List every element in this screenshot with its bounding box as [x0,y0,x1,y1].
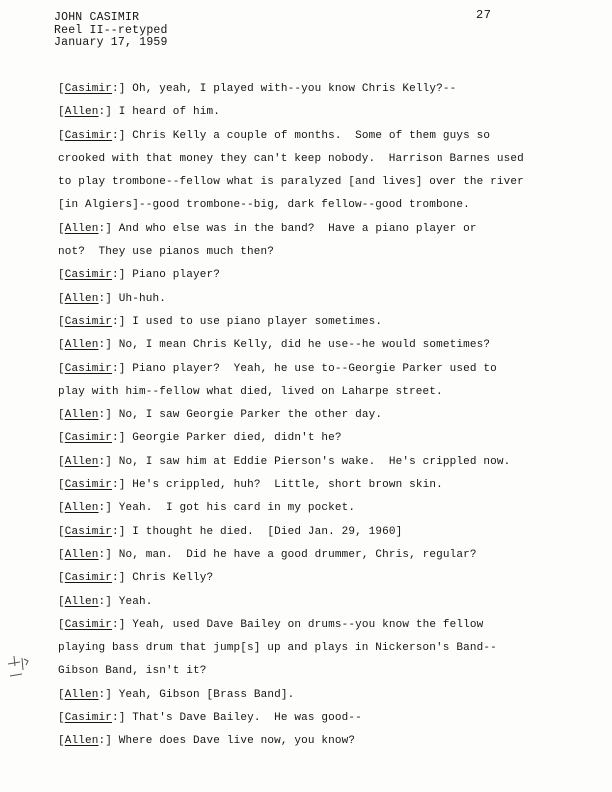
transcript-line [58,684,598,707]
transcript-line [58,497,598,520]
transcript-line [58,707,598,730]
transcript-line [58,78,598,101]
speaker-bracket-close: :] [98,502,119,515]
speaker-name: Casimir [64,315,113,328]
speaker-bracket-close: :] [98,548,119,561]
speaker-name: Casimir [64,269,113,282]
speaker-bracket-open: [ [58,292,65,305]
line-text: crooked with that money they can't keep nobody. Harrison Barnes used [58,152,524,165]
speaker-bracket-open: [ [58,83,65,95]
line-text: No, man. Did he have a good drummer, Chris, regular? [118,548,477,561]
speaker-bracket-close: :] [98,735,119,748]
speaker-name: Casimir [64,712,113,725]
line-text: Piano player? Yeah, he use to--Georgie Parker used to [132,362,497,375]
speaker-bracket-open: [ [58,455,65,468]
speaker-name: Casimir [64,362,113,375]
transcript-line [58,241,598,264]
transcript-line [58,451,598,474]
page-number: 27 [476,8,492,22]
transcript-line [58,591,598,614]
transcript-line [58,404,598,427]
speaker-bracket-open: [ [58,362,65,375]
speaker-bracket-close: :] [98,409,119,422]
speaker-bracket-open: [ [58,222,65,235]
speaker-bracket-open: [ [58,502,65,515]
line-text: Yeah. [118,595,153,608]
line-text: Uh-huh. [118,292,167,305]
transcript-line [58,544,598,567]
speaker-bracket-open: [ [58,479,65,492]
page-header [54,12,168,50]
transcript-body [58,78,598,754]
line-text: Piano player? [132,269,221,282]
line-text: Oh, yeah, I played with--you know Chris Kelly?-- [132,83,457,95]
speaker-bracket-open: [ [58,595,65,608]
transcript-line [58,194,598,217]
transcript-line [58,660,598,683]
speaker-name: Allen [64,409,99,422]
speaker-bracket-close: :] [98,339,119,352]
transcript-line [58,101,598,124]
transcript-line [58,264,598,287]
speaker-bracket-close: :] [112,83,133,95]
speaker-bracket-close: :] [98,292,119,305]
transcript-line [58,311,598,334]
transcript-line [58,730,598,753]
speaker-bracket-open: [ [58,315,65,328]
line-text: playing bass drum that jump[s] up and plays in Nickerson's Band-- [58,642,497,655]
transcript-line [58,637,598,660]
line-text: Chris Kelly? [132,572,214,585]
speaker-bracket-close: :] [112,572,133,585]
transcript-line [58,427,598,450]
speaker-bracket-close: :] [112,479,133,492]
speaker-name: Casimir [64,83,113,95]
line-text: I thought he died. [Died Jan. 29, 1960] [132,525,403,538]
speaker-bracket-open: [ [58,525,65,538]
line-text: [in Algiers]--good trombone--big, dark fellow--good trombone. [58,199,470,212]
transcript-line [58,288,598,311]
margin-pencil-mark [6,652,46,692]
speaker-bracket-open: [ [58,409,65,422]
speaker-name: Casimir [64,432,113,445]
line-text: No, I saw him at Eddie Pierson's wake. He's crippled now. [118,455,511,468]
speaker-bracket-close: :] [112,269,133,282]
speaker-bracket-open: [ [58,269,65,282]
line-text: Yeah, Gibson [Brass Band]. [118,688,295,701]
line-text: Chris Kelly a couple of months. Some of them guys so [132,129,491,142]
line-text: Georgie Parker died, didn't he? [132,432,342,445]
line-text: That's Dave Bailey. He was good-- [132,712,362,725]
speaker-name: Casimir [64,525,113,538]
speaker-bracket-close: :] [98,222,119,235]
speaker-name: Casimir [64,129,113,142]
speaker-bracket-close: :] [112,525,133,538]
interviewee-name: JOHN CASIMIR [54,11,140,24]
speaker-name: Allen [64,595,99,608]
transcript-line [58,474,598,497]
speaker-bracket-open: [ [58,618,65,631]
transcript-line [58,148,598,171]
speaker-bracket-open: [ [58,712,65,725]
line-text: Gibson Band, isn't it? [58,665,207,678]
speaker-name: Casimir [64,572,113,585]
speaker-bracket-close: :] [98,455,119,468]
speaker-name: Allen [64,735,99,748]
speaker-bracket-open: [ [58,735,65,748]
speaker-bracket-close: :] [112,129,133,142]
line-text: I used to use piano player sometimes. [132,315,383,328]
speaker-bracket-open: [ [58,129,65,142]
line-text: No, I saw Georgie Parker the other day. [118,409,383,422]
speaker-bracket-close: :] [112,618,133,631]
transcript-line [58,567,598,590]
line-text: Yeah, used Dave Bailey on drums--you know the fellow [132,618,484,631]
line-text: He's crippled, huh? Little, short brown skin. [132,479,443,492]
speaker-bracket-open: [ [58,339,65,352]
line-text: No, I mean Chris Kelly, did he use--he would sometimes? [118,339,491,352]
speaker-bracket-close: :] [112,712,133,725]
transcript-line [58,171,598,194]
line-text: play with him--fellow what died, lived on Laharpe street. [58,385,443,398]
speaker-bracket-open: [ [58,548,65,561]
transcript-line [58,614,598,637]
speaker-name: Casimir [64,479,113,492]
line-text: Where does Dave live now, you know? [118,735,356,748]
speaker-bracket-open: [ [58,432,65,445]
speaker-name: Allen [64,292,99,305]
line-text: to play trombone--fellow what is paralyzed [and lives] over the river [58,176,524,189]
speaker-bracket-close: :] [98,595,119,608]
speaker-bracket-open: [ [58,688,65,701]
speaker-name: Allen [64,106,99,119]
speaker-bracket-open: [ [58,106,65,119]
reel-label: Reel II--retyped [54,23,168,37]
speaker-name: Allen [64,339,99,352]
transcript-line [58,125,598,148]
speaker-name: Allen [64,455,99,468]
transcript-line [58,381,598,404]
speaker-name: Allen [64,502,99,515]
speaker-bracket-close: :] [98,688,119,701]
speaker-bracket-open: [ [58,572,65,585]
speaker-name: Allen [64,548,99,561]
speaker-name: Allen [64,222,99,235]
speaker-bracket-close: :] [98,106,119,119]
transcript-line [58,218,598,241]
speaker-bracket-close: :] [112,432,133,445]
transcript-line [58,358,598,381]
line-text: not? They use pianos much then? [58,246,275,259]
speaker-bracket-close: :] [112,315,133,328]
interview-date: January 17, 1959 [54,36,168,49]
speaker-name: Casimir [64,618,113,631]
line-text: Yeah. I got his card in my pocket. [118,502,356,515]
line-text: I heard of him. [118,106,221,119]
transcript-line [58,334,598,357]
line-text: And who else was in the band? Have a piano player or [118,222,477,235]
speaker-name: Allen [64,688,99,701]
speaker-bracket-close: :] [112,362,133,375]
transcript-line [58,521,598,544]
